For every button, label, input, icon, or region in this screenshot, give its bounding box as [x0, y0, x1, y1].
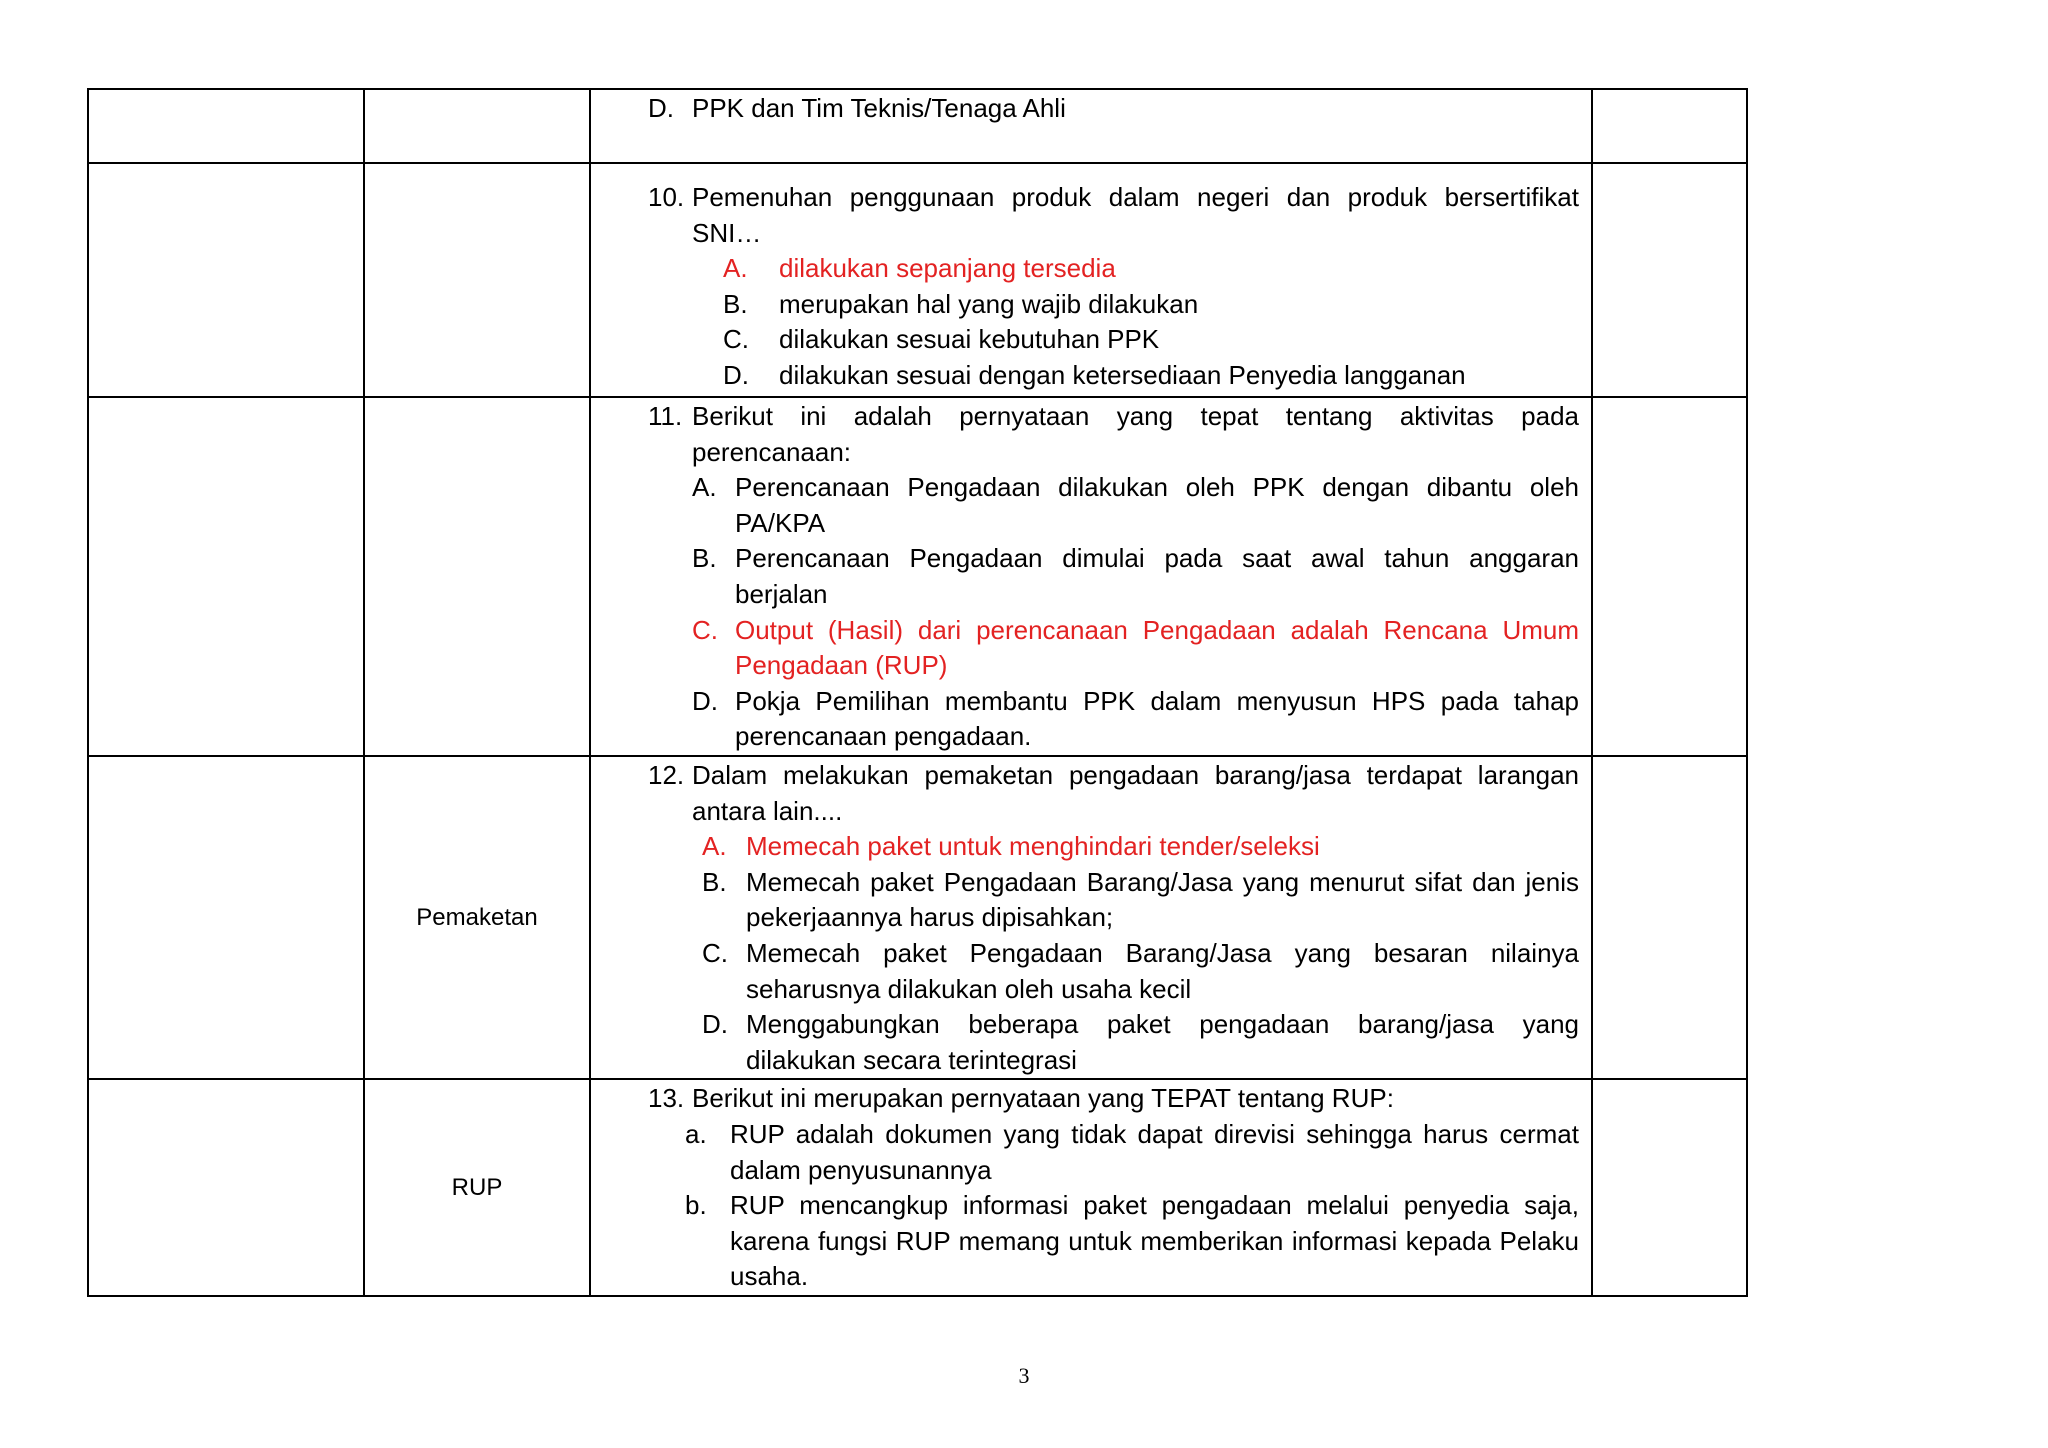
cell-empty — [1592, 397, 1747, 756]
option-text: PPK dan Tim Teknis/Tenaga Ahli — [692, 93, 1066, 123]
cell-empty — [88, 1079, 364, 1296]
option-letter: a. — [685, 1118, 707, 1149]
option-text: Pokja Pemilihan membantu PPK dalam menyusun HPS pada tahap perencanaan pengadaan. — [735, 685, 1579, 752]
cell-empty — [88, 163, 364, 397]
option-item — [648, 287, 1579, 323]
cell-empty — [88, 756, 364, 1079]
option-item — [648, 322, 1579, 358]
option-text: Memecah paket Pengadaan Barang/Jasa yang besaran nilainya seharusnya dilakukan oleh usaha kecil — [746, 937, 1579, 1004]
cell-empty — [1592, 1079, 1747, 1296]
option-letter: D. — [692, 685, 718, 716]
option-text: Memecah paket untuk menghindari tender/seleksi — [746, 831, 1320, 862]
cell-empty — [88, 89, 364, 163]
question-cell — [590, 163, 1592, 397]
option-letter: C. — [692, 614, 718, 645]
page-number: 3 — [1018, 1363, 1030, 1388]
question-header — [648, 758, 1579, 829]
question-table — [87, 88, 1748, 1297]
option-text: merupakan hal yang wajib dilakukan — [779, 288, 1199, 319]
option-item — [648, 470, 1579, 541]
option-item — [648, 1188, 1579, 1295]
cell-empty — [1592, 163, 1747, 397]
option-text: Perencanaan Pengadaan dilakukan oleh PPK dengan dibantu oleh PA/KPA — [735, 472, 1579, 538]
option-text: RUP mencangkup informasi paket pengadaan melalui penyedia saja, karena fungsi RUP memang untuk memberikan informasi kepada Pelaku usaha. — [730, 1190, 1579, 1292]
cell-empty — [88, 397, 364, 756]
option-letter: A. — [692, 472, 717, 503]
question-header — [648, 1081, 1579, 1117]
question-header — [648, 399, 1579, 470]
option-item — [648, 865, 1579, 936]
table-row-question-11 — [88, 397, 1747, 756]
question-cell — [590, 756, 1592, 1079]
table-row-question-13 — [88, 1079, 1747, 1296]
option-letter: B. — [702, 866, 727, 897]
option-text: Menggabungkan beberapa paket pengadaan barang/jasa yang dilakukan secara terintegrasi — [746, 1009, 1579, 1075]
cell-empty — [1592, 89, 1747, 163]
option-item — [648, 684, 1579, 755]
question-text: Dalam melakukan pemaketan pengadaan barang/jasa terdapat larangan antara lain.... — [692, 760, 1579, 826]
option-letter: D. — [702, 1009, 728, 1040]
question-cell — [590, 89, 1592, 163]
option-letter: C. — [702, 937, 728, 968]
option-item — [648, 91, 1579, 127]
question-number: 10. — [648, 182, 685, 212]
question-number: 13. — [648, 1083, 685, 1114]
option-text: dilakukan sepanjang tersedia — [779, 253, 1116, 284]
option-item-correct — [648, 613, 1579, 684]
question-cell — [590, 1079, 1592, 1296]
option-item-correct — [648, 829, 1579, 865]
topic-cell: Pemaketan — [364, 756, 590, 1079]
option-item — [648, 936, 1579, 1007]
option-letter: D. — [648, 93, 674, 123]
table-row-question-10 — [88, 163, 1747, 397]
question-header — [648, 180, 1579, 251]
question-text: Pemenuhan penggunaan produk dalam negeri dan produk bersertifikat SNI… — [692, 182, 1579, 248]
option-text: RUP adalah dokumen yang tidak dapat direvisi sehingga harus cermat dalam penyusunannya — [730, 1118, 1579, 1185]
option-letter: C. — [723, 324, 749, 355]
option-letter: A. — [723, 253, 748, 284]
question-number: 12. — [648, 760, 685, 790]
question-number: 11. — [648, 401, 683, 431]
question-text: Berikut ini merupakan pernyataan yang TEPAT tentang RUP: — [692, 1083, 1394, 1114]
question-text: Berikut ini adalah pernyataan yang tepat tentang aktivitas pada perencanaan: — [692, 401, 1579, 467]
option-item — [648, 1007, 1579, 1078]
table-row-continuation — [88, 89, 1747, 163]
option-letter: A. — [702, 831, 727, 862]
option-item — [648, 358, 1579, 394]
option-letter: b. — [685, 1190, 707, 1221]
option-item — [648, 541, 1579, 612]
topic-cell: RUP — [364, 1079, 590, 1296]
table-row-question-12 — [88, 756, 1747, 1079]
option-letter: B. — [692, 543, 717, 574]
option-item — [648, 1117, 1579, 1188]
option-text: Perencanaan Pengadaan dimulai pada saat awal tahun anggaran berjalan — [735, 543, 1579, 609]
topic-cell — [364, 163, 590, 397]
question-cell — [590, 397, 1592, 756]
option-text: dilakukan sesuai dengan ketersediaan Penyedia langganan — [779, 359, 1466, 390]
cell-empty — [1592, 756, 1747, 1079]
option-text: dilakukan sesuai kebutuhan PPK — [779, 324, 1160, 355]
cell-topic-empty — [364, 89, 590, 163]
topic-cell — [364, 397, 590, 756]
option-item-correct — [648, 251, 1579, 287]
option-text: Output (Hasil) dari perencanaan Pengadaan adalah Rencana Umum Pengadaan (RUP) — [735, 614, 1579, 681]
option-letter: D. — [723, 359, 749, 390]
option-text: Memecah paket Pengadaan Barang/Jasa yang menurut sifat dan jenis pekerjaannya harus dipisahkan; — [746, 866, 1579, 933]
option-letter: B. — [723, 288, 748, 319]
